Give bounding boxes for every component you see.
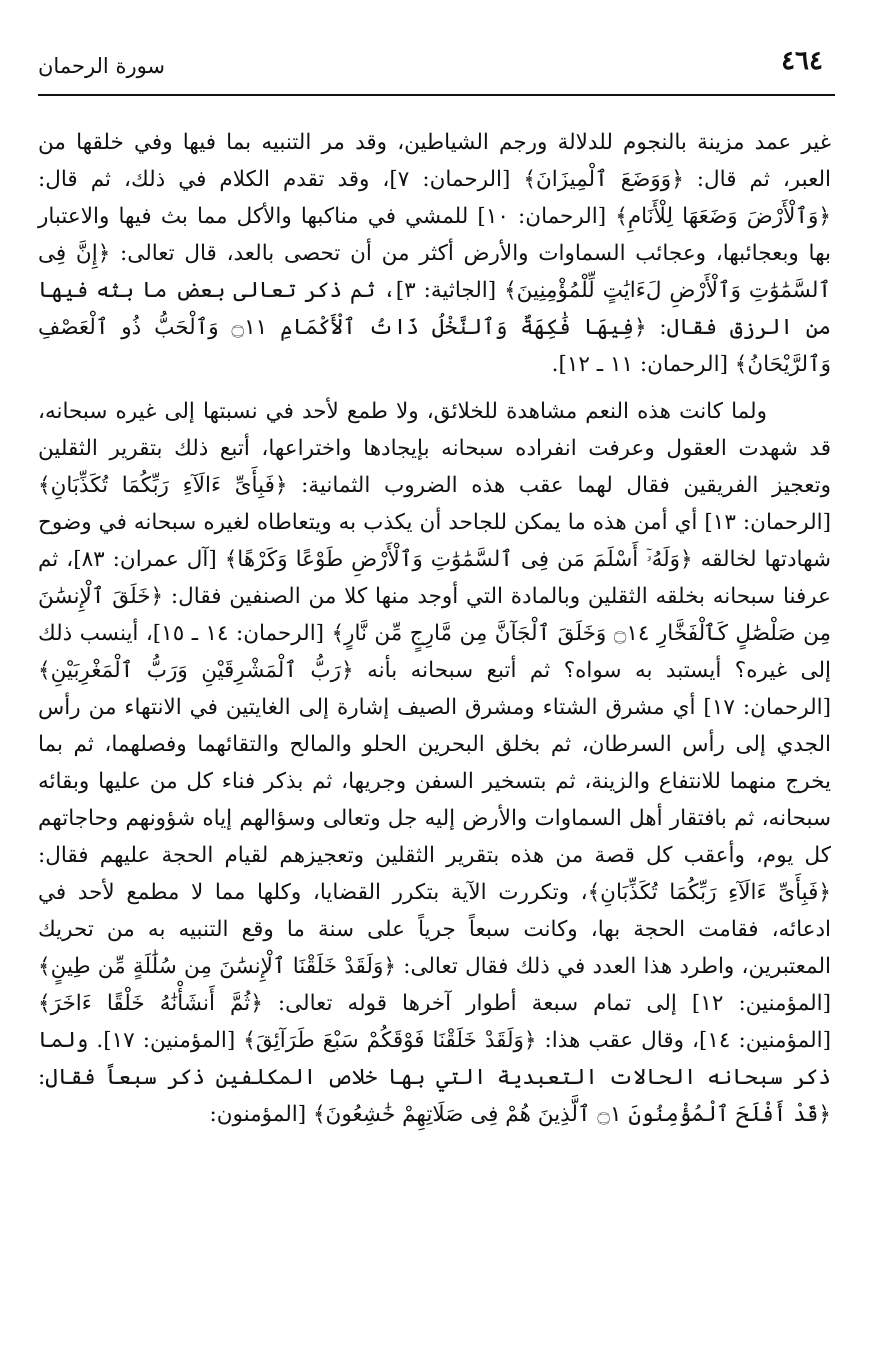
surah-title: سورة الرحمان [38, 54, 166, 78]
paragraph-1: غير عمد مزينة بالنجوم للدلالة ورجم الشياطين، وقد مر التنبيه بما فيها وفي خلقها من العبر، ثم قال: ﴿وَوَضَعَ ٱلْمِيزَانَ﴾ [الرحمان: ٧]، وقد تقدم الكلام في ذلك، ثم قال: ﴿وَٱلْأَرْضَ وَضَعَهَا لِلْأَنَامِ﴾ [الرحمان: ١٠] للمشي في مناكبها والأكل مما بث فيها والاعتبار بها وبعجائبها، وعجائب السماوات والأرض أكثر من أن تحصى بالعد، قال تعالى: ﴿إِنَّ فِى ٱلسَّمَٰوَٰتِ وَٱلْأَرْضِ لَءَايَٰتٍ لِّلْمُؤْمِنِينَ﴾ [الجاثية: ٣]، ثم ذكر تعالى بعض ما بثه فيها من الرزق فقال: ﴿فِيهَا فَٰكِهَةٌ وَٱلنَّخْلُ ذَاتُ ٱلْأَكْمَامِ ۝١١ وَٱلْحَبُّ ذُو ٱلْعَصْفِ وَٱلرَّيْحَانُ﴾ [الرحمان: ١١ ـ ١٢]. [38, 130, 832, 377]
paragraph-2: ولما كانت هذه النعم مشاهدة للخلائق، ولا طمع لأحد في نسبتها إلى غيره سبحانه، قد شهدت العقول وعرفت انفراده سبحانه بإيجادها واختراعها، أتبع ذلك بتقرير الثقلين وتعجيز الفريقين فقال لهما عقب هذه الضروب الثمانية: ﴿فَبِأَىِّ ءَالَآءِ رَبِّكُمَا تُكَذِّبَانِ﴾ [الرحمان: ١٣] أي أمن هذه ما يمكن للجاحد أن يكذب به ويتعاطاه لغيره سبحانه في وضوح شهادتها لخالقه ﴿وَلَهُۥٓ أَسْلَمَ مَن فِى ٱلسَّمَٰوَٰتِ وَٱلْأَرْضِ طَوْعًا وَكَرْهًا﴾ [آل عمران: ٨٣]، ثم عرفنا سبحانه بخلقه الثقلين وبالمادة التي أوجد منها كلا من الصنفين فقال: ﴿خَلَقَ ٱلْإِنسَٰنَ مِن صَلْصَٰلٍ كَٱلْفَخَّارِ ۝١٤ وَخَلَقَ ٱلْجَآنَّ مِن مَّارِجٍ مِّن نَّارٍ﴾ [الرحمان: ١٤ ـ ١٥]، أينسب ذلك إلى غيره؟ أيستبد به سواه؟ ثم أتبع سبحانه بأنه ﴿رَبُّ ٱلْمَشْرِقَيْنِ وَرَبُّ ٱلْمَغْرِبَيْنِ﴾ [الرحمان: ١٧] أي مشرق الشتاء ومشرق الصيف إشارة إلى الغايتين في الانتهاء من رأس الجدي إلى رأس السرطان، ثم بخلق البحرين الحلو والمالح والتقائهما وفصلهما، ثم بما يخرج منهما للانتفاع والزينة، ثم بتسخير السفن وجريها، ثم بذكر فناء كل من عليها وبقائه سبحانه، ثم بافتقار أهل السماوات والأرض إليه جل وتعالى وسؤالهم إياه شؤونهم وحاجاتهم كل يوم، وأعقب كل قصة من هذه بتقرير الثقلين وتعجيزهم لقيام الحجة عليهم فقال: ﴿فَبِأَىِّ ءَالَآءِ رَبِّكُمَا تُكَذِّبَانِ﴾، وتكررت الآية بتكرر القضايا، وكلها مما لا مطمع لأحد في ادعائه، فقامت الحجة بها، وكانت سبعاً جرياً على سنة ما وقع التنبيه به من تحريك المعتبرين، واطرد هذا العدد في ذلك فقال تعالى: ﴿وَلَقَدْ خَلَقْنَا ٱلْإِنسَٰنَ مِن سُلَٰلَةٍ مِّن طِينٍ﴾ [المؤمنين: ١٢] إلى تمام سبعة أطوار آخرها قوله تعالى: ﴿ثُمَّ أَنشَأْنَٰهُ خَلْقًا ءَاخَرَ﴾ [المؤمنين: ١٤]، وقال عقب هذا: ﴿وَلَقَدْ خَلَقْنَا فَوْقَكُمْ سَبْعَ طَرَآئِقَ﴾ [المؤمنين: ١٧]. ولما ذكر سبحانه الحالات التعبدية التي بها خلاص المكلفين ذكر سبعاً فقال: ﴿قَدْ أَفْلَحَ ٱلْمُؤْمِنُونَ ۝١ ٱلَّذِينَ هُمْ فِى صَلَاتِهِمْ خَٰشِعُونَ﴾ [المؤمنون: [38, 399, 832, 1127]
body-text [38, 124, 831, 1133]
page-header [38, 40, 835, 96]
page-number: ٤٦٤ [781, 46, 823, 76]
